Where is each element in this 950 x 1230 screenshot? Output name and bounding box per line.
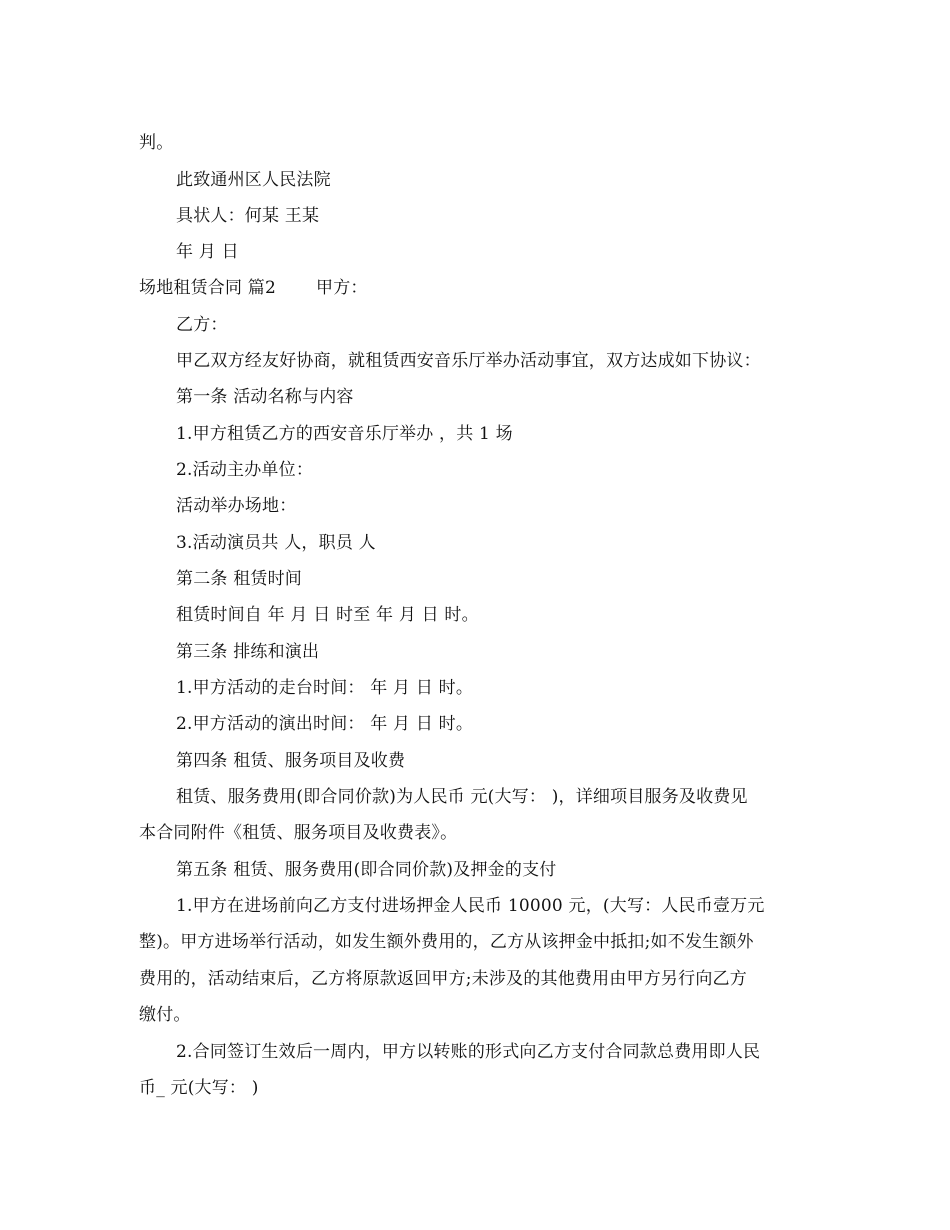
text-line: 费用的，活动结束后，乙方将原款返回甲方;未涉及的其他费用由甲方另行向乙方	[139, 969, 747, 989]
text-line: 具状人：何某 王某	[176, 206, 320, 226]
text-line: 本合同附件《租赁、服务项目及收费表》。	[139, 823, 458, 843]
text-line: 租赁、服务费用(即合同价款)为人民币 元(大写： )，详细项目服务及收费见	[176, 787, 748, 807]
section-heading: 场地租赁合同 篇2 甲方：	[139, 278, 368, 298]
text-line: 2.活动主办单位：	[176, 460, 314, 480]
article-heading: 第二条 租赁时间	[176, 569, 303, 589]
text-line: 年 月 日	[176, 242, 239, 262]
text-line: 1.甲方租赁乙方的西安音乐厅举办 ，共 1 场	[176, 424, 513, 444]
text-line: 缴付。	[139, 1005, 191, 1025]
article-heading: 第四条 租赁、服务项目及收费	[176, 751, 406, 771]
text-line: 1.甲方活动的走台时间： 年 月 日 时。	[176, 678, 474, 698]
text-line: 乙方：	[176, 315, 228, 335]
text-line: 币_ 元(大写： )	[139, 1078, 259, 1098]
text-line: 1.甲方在进场前向乙方支付进场押金人民币 10000 元，(大写：人民币壹万元	[176, 896, 765, 916]
article-heading: 第一条 活动名称与内容	[176, 387, 354, 407]
text-line: 此致通州区人民法院	[176, 170, 331, 190]
text-line: 活动举办场地：	[176, 496, 297, 516]
text-line: 3.活动演员共 人，职员 人	[176, 533, 376, 553]
text-line: 判。	[139, 133, 174, 153]
article-heading: 第三条 排练和演出	[176, 642, 320, 662]
text-line: 2.甲方活动的演出时间： 年 月 日 时。	[176, 714, 474, 734]
text-line: 2.合同签订生效后一周内，甲方以转账的形式向乙方支付合同款总费用即人民	[176, 1042, 761, 1062]
text-line: 整)。甲方进场举行活动，如发生额外费用的，乙方从该押金中抵扣;如不发生额外	[139, 932, 754, 952]
article-heading: 第五条 租赁、服务费用(即合同价款)及押金的支付	[176, 860, 557, 880]
text-line: 租赁时间自 年 月 日 时至 年 月 日 时。	[176, 605, 479, 625]
text-line: 甲乙双方经友好协商，就租赁西安音乐厅举办活动事宜，双方达成如下协议：	[176, 351, 761, 371]
